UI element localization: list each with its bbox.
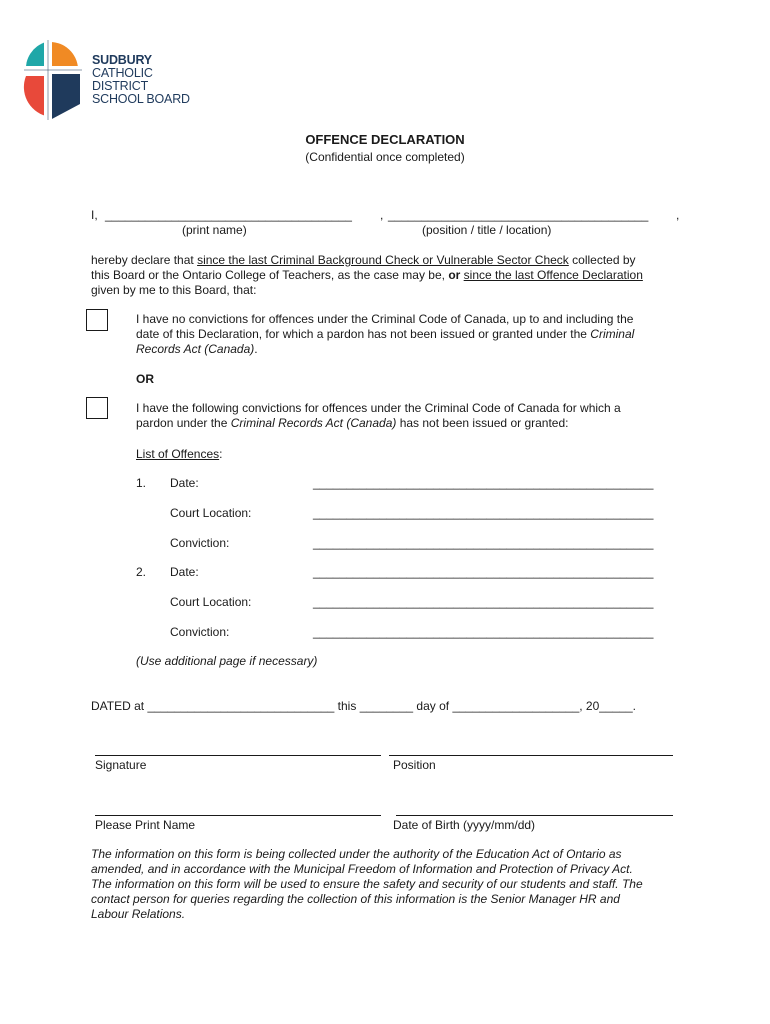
declare-text: collected by	[568, 253, 636, 267]
signature-line[interactable]	[95, 755, 381, 756]
form-title: OFFENCE DECLARATION	[305, 132, 465, 147]
offence-field-label: Date:	[170, 476, 199, 490]
dated-text: this	[334, 699, 360, 713]
dated-text: .	[632, 699, 636, 713]
option1-text: date of this Declaration, for which a pardon has not been issued or granted under the	[136, 327, 591, 341]
intro-comma: ,	[676, 208, 680, 222]
signature-label: Signature	[95, 758, 147, 772]
intro-prefix: I,	[91, 208, 98, 222]
footer-line: The information on this form will be used to ensure the safety and security of our students and staff. The	[91, 877, 643, 891]
option2-line-2	[136, 416, 568, 430]
offence-field-label: Court Location:	[170, 595, 252, 609]
footer-line: contact person for queries regarding the collection of this information is the Senior Manager HR and	[91, 892, 620, 906]
position-line[interactable]	[389, 755, 673, 756]
offence-court-blank[interactable]: ___________________________________________________	[313, 595, 654, 609]
offence-date-blank[interactable]: ___________________________________________________	[313, 565, 654, 579]
offence-field-label: Conviction:	[170, 625, 230, 639]
position-label: Position	[393, 758, 436, 772]
option1-line-2	[136, 327, 634, 341]
offence-field-label: Date:	[170, 565, 199, 579]
logo-name-line: DISTRICT	[92, 79, 149, 93]
dated-line	[91, 699, 636, 713]
logo-orange-segment	[50, 42, 78, 68]
print-name-caption: (print name)	[182, 223, 247, 237]
footer-line: Labour Relations.	[91, 907, 186, 921]
additional-page-note: (Use additional page if necessary)	[136, 654, 318, 668]
print-name-blank[interactable]: _____________________________________	[105, 208, 352, 222]
option1-line-1: I have no convictions for offences under the Criminal Code of Canada, up to and including the	[136, 312, 634, 326]
declare-text: this Board or the Ontario College of Teachers, as the case may be,	[91, 268, 449, 282]
offence-court-blank[interactable]: ___________________________________________________	[313, 506, 654, 520]
option2-text: pardon under the	[136, 416, 231, 430]
list-label: List of Offences	[136, 447, 220, 461]
intro-comma: ,	[380, 208, 384, 222]
offence-conviction-blank[interactable]: ___________________________________________________	[313, 625, 654, 639]
logo-name-line: SUDBURY	[92, 53, 152, 67]
offence-field-label: Court Location:	[170, 506, 252, 520]
date-of-birth-label: Date of Birth (yyyy/mm/dd)	[393, 818, 536, 832]
no-convictions-checkbox[interactable]	[86, 309, 108, 331]
logo-name-line: SCHOOL BOARD	[92, 92, 190, 106]
logo-navy-segment	[50, 72, 80, 120]
option2-italic-text: Criminal Records Act (Canada)	[230, 416, 397, 430]
dated-day-blank[interactable]: ________	[359, 699, 414, 713]
position-blank[interactable]: _______________________________________	[388, 208, 649, 222]
list-colon: :	[219, 447, 223, 461]
logo-red-segment	[24, 76, 46, 116]
dated-text: DATED at	[91, 699, 148, 713]
form-subtitle: (Confidential once completed)	[305, 150, 465, 164]
offence-field-label: Conviction:	[170, 536, 230, 550]
offence-conviction-blank[interactable]: ___________________________________________________	[313, 536, 654, 550]
list-of-offences-heading	[136, 447, 223, 461]
position-caption: (position / title / location)	[422, 223, 552, 237]
has-convictions-checkbox[interactable]	[86, 397, 108, 419]
offence-date-blank[interactable]: ___________________________________________________	[313, 476, 654, 490]
declare-line-2	[91, 268, 643, 282]
or-label: OR	[136, 372, 154, 386]
footer-line: amended, and in accordance with the Municipal Freedom of Information and Protection of Privacy Act.	[91, 862, 633, 876]
option1-text: .	[254, 342, 258, 356]
option1-italic-text: Records Act (Canada)	[136, 342, 255, 356]
school-board-logo	[22, 38, 84, 120]
declare-underlined-text: since the last Criminal Background Check or Vulnerable Sector Check	[197, 253, 569, 267]
declare-line-3: given by me to this Board, that:	[91, 283, 257, 297]
dated-text: , 20	[579, 699, 600, 713]
option2-text: has not been issued or granted:	[396, 416, 569, 430]
footer-line: The information on this form is being collected under the authority of the Education Act of Ontario as	[91, 847, 622, 861]
declare-line-1	[91, 253, 636, 267]
offence-number: 1.	[136, 476, 147, 490]
dated-year-blank[interactable]: _____	[599, 699, 633, 713]
print-name-label: Please Print Name	[95, 818, 196, 832]
dated-location-blank[interactable]: ____________________________	[147, 699, 335, 713]
declare-or-bold: or	[448, 268, 461, 282]
dated-month-blank[interactable]: ___________________	[452, 699, 580, 713]
declare-text: hereby declare that	[91, 253, 198, 267]
print-name-line[interactable]	[95, 815, 381, 816]
declare-underlined-text: since the last Offence Declaration	[463, 268, 643, 282]
option1-line-3	[136, 342, 258, 356]
date-of-birth-line[interactable]	[396, 815, 673, 816]
offence-number: 2.	[136, 565, 147, 579]
option1-italic-text: Criminal	[590, 327, 635, 341]
option2-line-1: I have the following convictions for offences under the Criminal Code of Canada for which a	[136, 401, 621, 415]
dated-text: day of	[413, 699, 453, 713]
logo-name-line: CATHOLIC	[92, 66, 153, 80]
